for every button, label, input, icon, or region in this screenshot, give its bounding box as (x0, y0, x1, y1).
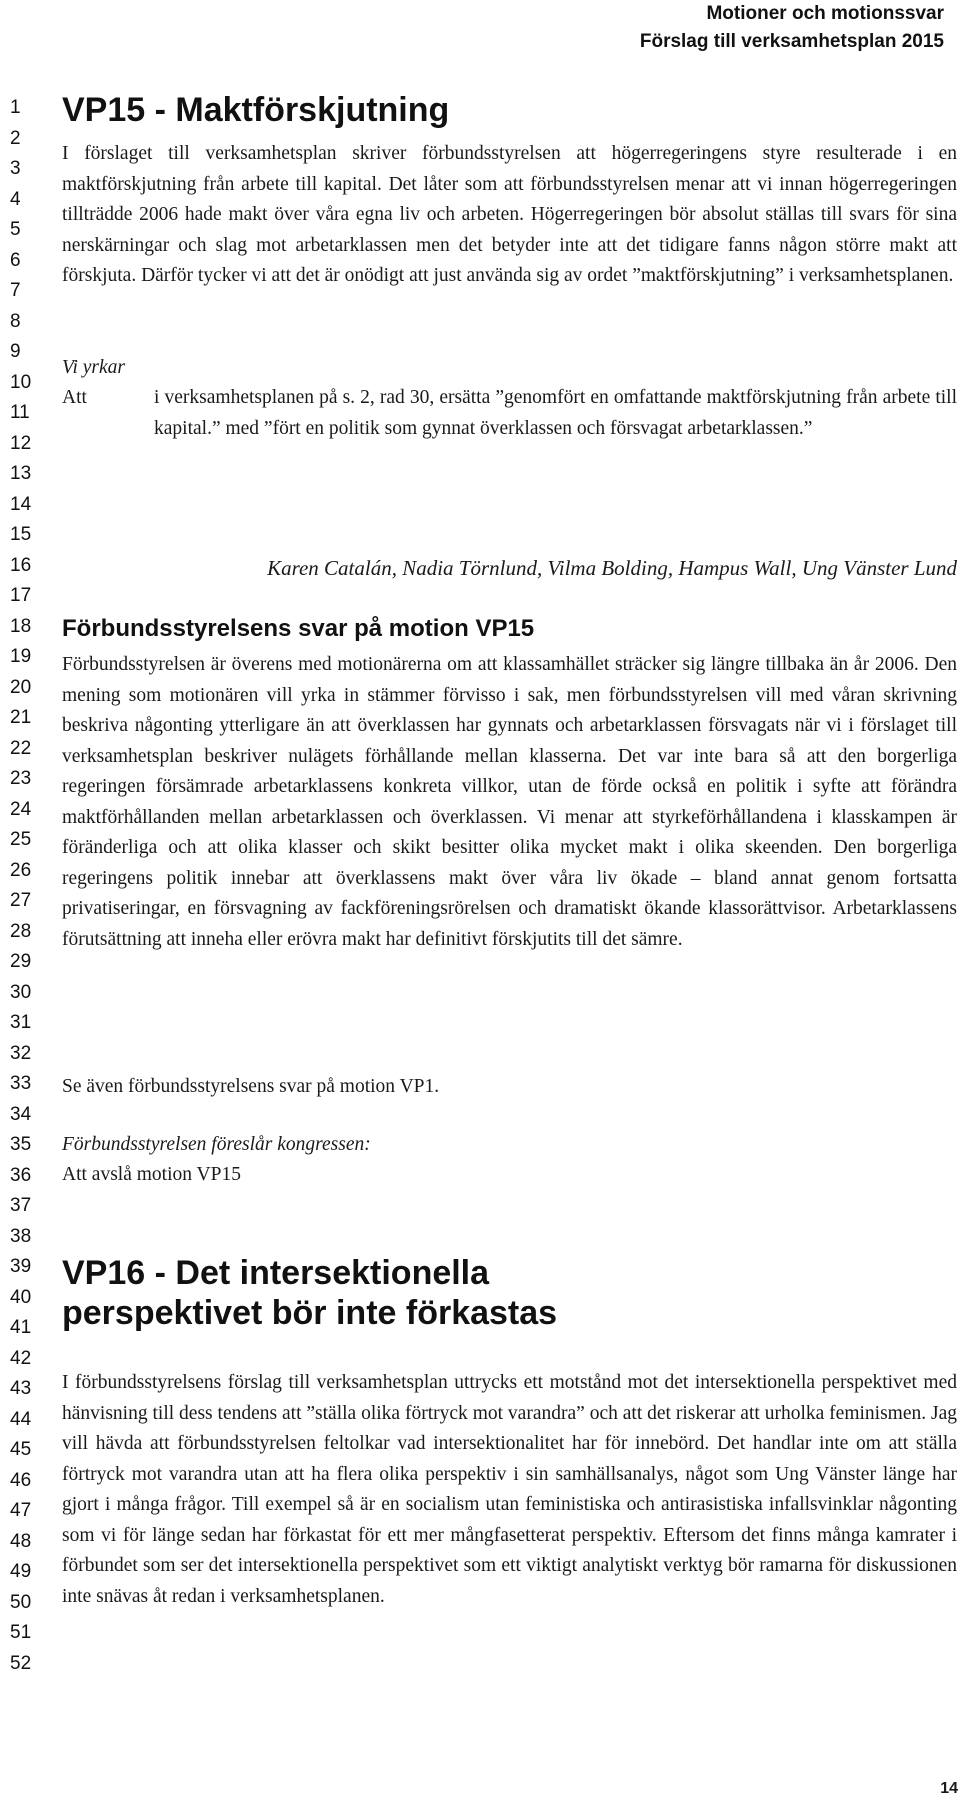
line-number: 41 (10, 1317, 32, 1338)
demand-clause (62, 383, 957, 444)
motion-vp16-title (62, 1253, 957, 1333)
line-number: 30 (10, 981, 32, 1003)
line-number: 7 (10, 280, 21, 301)
line-number: 39 (10, 1256, 32, 1277)
line-number: 36 (10, 1164, 32, 1186)
line-number: 21 (10, 707, 32, 728)
line-number: 8 (10, 310, 21, 332)
motion-vp16-body: I förbundsstyrelsens förslag till verksamhetsplan uttrycks ett motstånd mot det intersektionella perspektivet med hänvisning till dess tendens att ”ställa olika förtryck mot varandra” och att det riskerar att urholka feminismen. Jag vill hävda att förbundsstyrelsen feltolkar vad intersektionalitet har för innebörd. Det handlar inte om att ställa förtryck mot varandra utan att ha flera olika perspektiv i sin samhällsanalys, något som Ung Vänster länge har gjort i många frågor. Till exempel så är en socialism utan feministiska och antirasistiska infallsvinklar någonting som vi för länge sedan har förkastat för ett mer mångfasetterat perspektiv. Eftersom det finns många kamrater i förbundet som ser det intersektionella perspektivet som ett viktigt analytiskt verktyg bör ramarna för diskussionen inte snävas åt redan i verksamhetsplanen. (62, 1372, 957, 1607)
motion-vp16-title-line-1: VP16 - Det intersektionella (62, 1254, 490, 1292)
line-number: 38 (10, 1225, 32, 1247)
line-number: 3 (10, 158, 21, 179)
line-number: 13 (10, 463, 32, 484)
line-number: 31 (10, 1012, 32, 1033)
line-number: 34 (10, 1103, 32, 1125)
line-number: 40 (10, 1286, 32, 1308)
motion-authors: Karen Catalán, Nadia Törnlund, Vilma Bolding, Hampus Wall, Ung Vänster Lund (267, 556, 957, 580)
line-number: 27 (10, 890, 32, 911)
motion-vp16-title-line-2: perspektivet bör inte förkastas (62, 1294, 558, 1332)
header-line-1: Motioner och motionssvar (706, 3, 944, 24)
proposal-heading: Förbundsstyrelsen föreslår kongressen: (62, 1134, 371, 1155)
line-number: 19 (10, 646, 32, 667)
line-number: 15 (10, 524, 32, 545)
line-number: 17 (10, 585, 32, 606)
see-also: Se även förbundsstyrelsens svar på motion VP1. (62, 1076, 440, 1097)
line-number: 37 (10, 1195, 32, 1216)
line-number: 46 (10, 1469, 32, 1491)
line-number: 10 (10, 371, 32, 393)
line-number: 49 (10, 1561, 32, 1582)
line-number: 2 (10, 127, 21, 149)
line-number: 24 (10, 798, 32, 820)
demand-att-label: Att (62, 387, 87, 408)
header-line-2: Förslag till verksamhetsplan 2015 (639, 31, 944, 52)
line-number: 9 (10, 341, 21, 362)
line-number: 43 (10, 1378, 32, 1399)
line-number: 44 (10, 1408, 32, 1430)
response-title: Förbundsstyrelsens svar på motion VP15 (62, 615, 535, 642)
line-number: 18 (10, 615, 32, 637)
proposal-att-label: Att (62, 1164, 87, 1185)
motion-vp15-title: VP15 - Maktförskjutning (62, 91, 450, 129)
line-number: 20 (10, 676, 32, 698)
line-number: 16 (10, 554, 32, 576)
line-number: 14 (10, 493, 32, 515)
line-number: 5 (10, 219, 21, 240)
line-number: 12 (10, 432, 32, 454)
line-number: 32 (10, 1042, 32, 1064)
line-number: 52 (10, 1652, 32, 1674)
line-numbers (10, 93, 52, 1679)
proposal-clause (62, 1160, 957, 1191)
line-number: 33 (10, 1073, 32, 1094)
line-number: 42 (10, 1347, 32, 1369)
response-body: Förbundsstyrelsen är överens med motionärerna om att klassamhället sträcker sig längre tillbaka än år 2006. Den mening som motionären vill yrka in stämmer förvisso i sak, men förbundsstyrelsen vill med våran skrivning beskriva någonting ytterligare än att överklassen har gynnats och arbetarklassen försvagats när vi i förslaget till verksamhetsplan beskriver nulägets förhållande mellan klasserna. Det var inte bara så att den borgerliga regeringen försämrade arbetarklassens konkreta villkor, utan de förde också en politik i syfte att förändra maktförhållanden mellan arbetarklassen och överklassen. Vi menar att styrkeförhållandena i klasskampen är föränderliga och att olika klasser och skikt besitter olika mycket makt i olika skeenden. Den borgerliga regeringens politik innebar att överklassens makt över våra liv ökade – bland annat genom fortsatta privatiseringar, en försvagning av fackföreningsrörelsen och dramatiskt ökande klassorättvisor. Arbetarklassens förutsättning att inneha eller erövra makt har definitivt förskjutits till det sämre. (62, 654, 957, 950)
proposal-text: avslå motion VP15 (91, 1164, 241, 1185)
line-number: 50 (10, 1591, 32, 1613)
line-number: 47 (10, 1500, 32, 1521)
line-number: 11 (10, 402, 30, 423)
line-number: 45 (10, 1439, 32, 1460)
line-number: 22 (10, 737, 32, 759)
line-number: 26 (10, 859, 32, 881)
line-number: 28 (10, 920, 32, 942)
demand-text: i verksamhetsplanen på s. 2, rad 30, ersätta ”genomfört en omfattande maktförskjutning från arbete till kapital.” med ”fört en politik som gynnat överklassen och försvagat arbetarklassen.” (154, 387, 957, 439)
line-number: 29 (10, 951, 32, 972)
demand-heading: Vi yrkar (62, 357, 125, 378)
line-number: 48 (10, 1530, 32, 1552)
line-number: 1 (10, 97, 21, 118)
motion-vp15-body: I förslaget till verksamhetsplan skriver förbundsstyrelsen att högerregeringens styre resulterade i en maktförskjutning från arbete till kapital. Det låter som att förbundsstyrelsen menar att vi innan högerregeringen tillträdde 2006 hade makt över våra egna liv och arbeten. Högerregeringen bör absolut ställas till svars för sina nerskärningar och slag mot arbetarklassen men det betyder inte att det tidigare fanns någon större makt att förskjuta. Därför tycker vi att det är onödigt att just använda sig av ordet ”maktförskjutning” i verksamhetsplanen. (62, 143, 957, 286)
page-number: 14 (940, 1780, 958, 1797)
line-number: 4 (10, 188, 21, 210)
line-number: 51 (10, 1622, 32, 1643)
line-number: 23 (10, 768, 32, 789)
line-number: 6 (10, 249, 21, 271)
line-number: 25 (10, 829, 32, 850)
running-header (640, 0, 944, 56)
line-number: 35 (10, 1134, 32, 1155)
